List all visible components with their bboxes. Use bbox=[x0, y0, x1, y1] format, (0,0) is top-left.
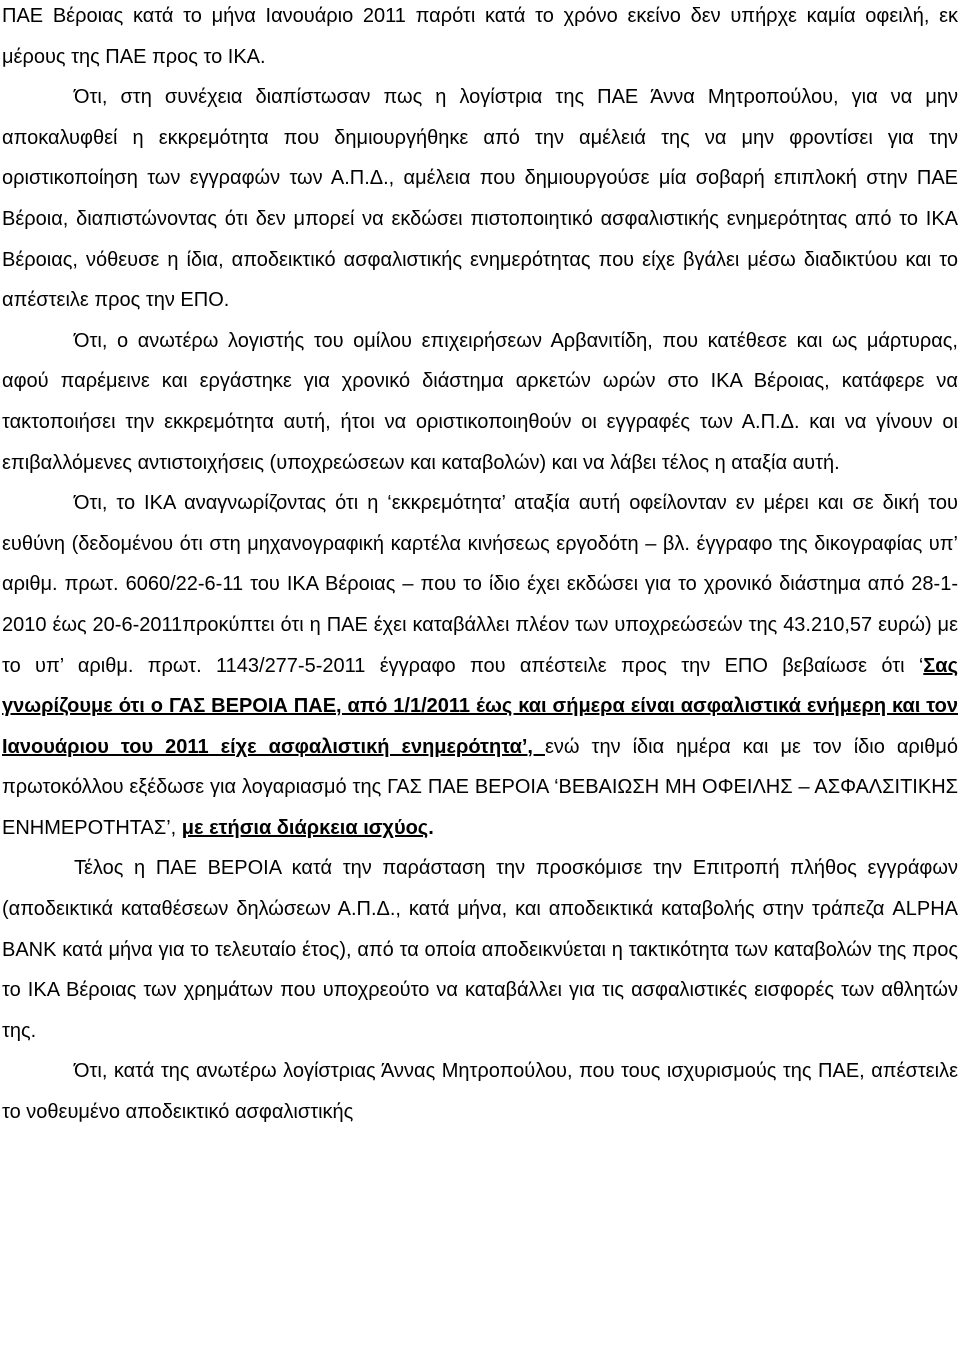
text-segment: ΠΑΕ Βέροιας κατά το μήνα Ιανουάριο 2011 παρότι κατά το χρόνο εκείνο δεν υπήρχε καμία οφειλή, εκ μέρους της ΠΑΕ προς το ΙΚΑ. bbox=[2, 5, 958, 68]
paragraph-6 bbox=[2, 1051, 958, 1132]
text-segment: Ότι, στη συνέχεια διαπίστωσαν πως η λογίστρια της ΠΑΕ Άννα Μητροπούλου, για να μην αποκαλυφθεί η εκκρεμότητα που δημιουργήθηκε από την αμέλειά της να μην φροντίσει για την οριστικοποίηση των εγγραφών των Α.Π.Δ., αμέλεια που δημιουργούσε μία σοβαρή επιπλοκή στην ΠΑΕ Βέροια, διαπιστώνοντας ότι δεν μπορεί να εκδώσει πιστοποιητικό ασφαλιστικής ενημερότητας από το ΙΚΑ Βέροιας, νόθευσε η ίδια, αποδεικτικό ασφαλιστικής ενημερότητας που είχε βγάλει μέσω διαδικτύου και το απέστειλε προς την ΕΠΟ. bbox=[2, 86, 958, 312]
paragraph-3 bbox=[2, 321, 958, 483]
underlined-bold-segment: Σας γνωρίζουμε ότι ο ΓΑΣ ΒΕΡΟΙΑ ΠΑΕ, από 1/1/2011 έως και σήμερα είναι ασφαλιστικά ενήμερη και τον Ιανουάριου του 2011 είχε ασφαλιστική ενημερότητα’, bbox=[2, 654, 958, 758]
document-body bbox=[2, 0, 958, 1133]
paragraph-1 bbox=[2, 0, 958, 77]
text-segment: ενώ την ίδια ημέρα και με τον ίδιο αριθμό πρωτοκόλλου εξέδωσε για λογαριασμό της ΓΑΣ ΠΑΕ ΒΕΡΟΙΑ ‘ΒΕΒΑΙΩΣΗ ΜΗ ΟΦΕΙΛΗΣ – ΑΣΦΑΛΣΙΤΙΚΗΣ ΕΝΗΜΕΡΟΤΗΤΑΣ’, bbox=[2, 735, 959, 839]
paragraph-5 bbox=[2, 848, 958, 1051]
text-segment: Ότι, ο ανωτέρω λογιστής του ομίλου επιχειρήσεων Αρβανιτίδη, που κατέθεσε και ως μάρτυρας, αφού παρέμεινε και εργάστηκε για χρονικό διάστημα αρκετών ωρών στο ΙΚΑ Βέροιας, κατάφερε να τακτοποιήσει την εκκρεμότητα αυτή, ήτοι να οριστικοποιηθούν οι εγγραφές των Α.Π.Δ. και να γίνουν οι επιβαλλόμενες αντιστοιχήσεις (υποχρεώσεων και καταβολών) και να λάβει τέλος η αταξία αυτή. bbox=[2, 329, 958, 474]
underlined-bold-segment: με ετήσια διάρκεια ισχύος bbox=[181, 816, 429, 839]
text-segment: Τέλος η ΠΑΕ ΒΕΡΟΙΑ κατά την παράσταση την προσκόμισε την Επιτροπή πλήθος εγγράφων (αποδεικτικά καταθέσεων δηλώσεων Α.Π.Δ., κατά μήνα, και αποδεικτικά καταβολής στην τράπεζα ALPHA BANK κατά μήνα για το τελευταίο έτος), από τα οποία αποδεικνύεται η τακτικότητα των καταβολών της προς το ΙΚΑ Βέροιας των χρημάτων που υποχρεούτο να καταβάλλει για τις ασφαλιστικές εισφορές των αθλητών της. bbox=[2, 857, 958, 1042]
bold-segment: . bbox=[428, 816, 434, 839]
text-segment: Ότι, κατά της ανωτέρω λογίστριας Άννας Μητροπούλου, που τους ισχυρισμούς της ΠΑΕ, απέστειλε το νοθευμένο αποδεικτικό ασφαλιστικής bbox=[2, 1060, 958, 1124]
text-segment: Ότι, το ΙΚΑ αναγνωρίζοντας ότι η ‘εκκρεμότητα’ αταξία αυτή οφείλονταν εν μέρει και σε δική του ευθύνη (δεδομένου ότι στη μηχανογραφική καρτέλα κινήσεως εργοδότη – βλ. έγγραφο της δικογραφίας υπ’ αριθμ. πρωτ. 6060/22-6-11 του ΙΚΑ Βέροιας – που το ίδιο έχει εκδώσει για το χρονικό διάστημα από 28-1-2010 έως 20-6-2011προκύπτει ότι η ΠΑΕ έχει καταβάλλει πλέον των υποχρεώσεών της 43.210,57 ευρώ) με το υπ’ αριθμ. πρωτ. 1143/277-5-2011 έγγραφο που απέστειλε προς την ΕΠΟ βεβαίωσε ότι ‘ bbox=[2, 492, 958, 677]
paragraph-2 bbox=[2, 77, 958, 321]
paragraph-4 bbox=[2, 483, 958, 848]
